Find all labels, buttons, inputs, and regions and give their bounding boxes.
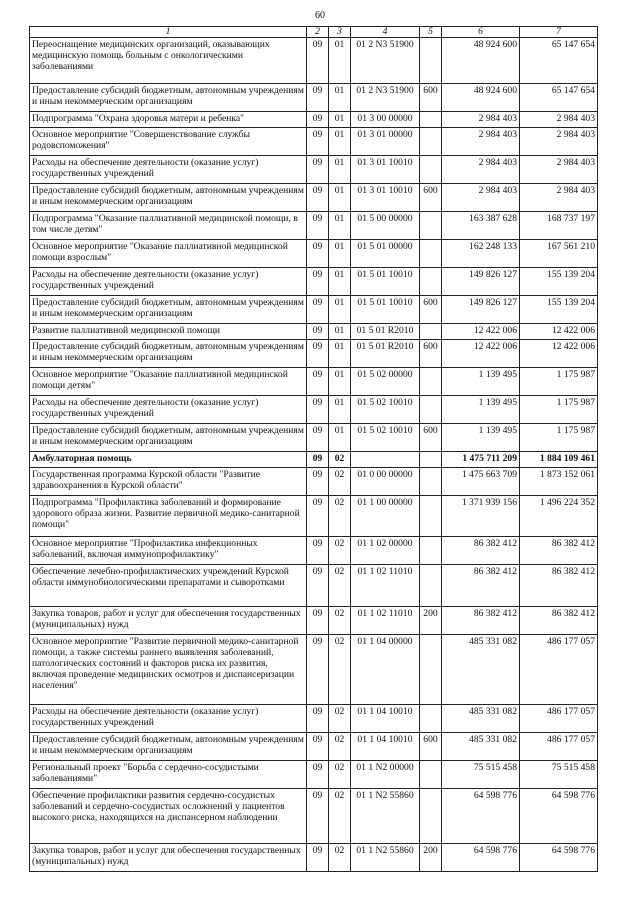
row-amount-2: 486 177 057 [520, 705, 598, 733]
row-subsection: 02 [329, 607, 351, 635]
row-expense-type [420, 268, 442, 296]
row-name: Основное мероприятие "Развитие первичной медико-санитарной помощи, а также системы раннего выявления заболеваний, патологических состояний и факторов риска их развития, включая проведение медицинских осмотров и диспансеризации населения" [30, 635, 307, 705]
row-target-article: 01 1 02 11010 [351, 607, 420, 635]
row-name: Расходы на обеспечение деятельности (оказание услуг) государственных учреждений [30, 268, 307, 296]
row-target-article: 01 5 02 10010 [351, 396, 420, 424]
row-amount-1: 2 984 403 [442, 184, 520, 212]
row-expense-type: 600 [420, 340, 442, 368]
row-amount-1: 2 984 403 [442, 112, 520, 128]
row-name: Основное мероприятие "Совершенствование службы родовспоможения" [30, 128, 307, 156]
row-subsection: 02 [329, 468, 351, 496]
row-subsection: 02 [329, 565, 351, 607]
row-section: 09 [307, 268, 329, 296]
row-expense-type [420, 368, 442, 396]
row-subsection: 01 [329, 84, 351, 112]
row-expense-type [420, 789, 442, 844]
row-amount-1: 86 382 412 [442, 537, 520, 565]
table-row [30, 607, 598, 635]
row-name: Переоснащение медицинских организаций, оказывающих медицинскую помощь больным с онкологическими заболеваниями [30, 38, 307, 84]
table-row [30, 156, 598, 184]
row-section: 09 [307, 128, 329, 156]
row-name: Подпрограмма "Профилактика заболеваний и формирование здорового образа жизни. Развитие первичной медико-санитарной помощи" [30, 496, 307, 537]
row-amount-2: 65 147 654 [520, 84, 598, 112]
row-section: 09 [307, 496, 329, 537]
row-target-article: 01 5 02 10010 [351, 424, 420, 452]
row-subsection: 01 [329, 340, 351, 368]
row-amount-1: 1 475 663 709 [442, 468, 520, 496]
row-amount-2: 2 984 403 [520, 156, 598, 184]
row-subsection: 01 [329, 240, 351, 268]
row-section: 09 [307, 733, 329, 761]
row-expense-type [420, 468, 442, 496]
row-target-article: 01 1 N2 55860 [351, 844, 420, 872]
row-amount-2: 64 598 776 [520, 789, 598, 844]
row-target-article: 01 1 04 00000 [351, 635, 420, 705]
page-number: 60 [315, 10, 325, 21]
row-expense-type [420, 705, 442, 733]
column-number-row [30, 27, 598, 38]
table-row [30, 565, 598, 607]
row-target-article: 01 5 02 00000 [351, 368, 420, 396]
row-section: 09 [307, 156, 329, 184]
table-row [30, 396, 598, 424]
row-target-article: 01 0 00 00000 [351, 468, 420, 496]
row-target-article: 01 5 01 R2010 [351, 324, 420, 340]
row-amount-2: 86 382 412 [520, 537, 598, 565]
row-amount-1: 2 984 403 [442, 128, 520, 156]
row-expense-type [420, 396, 442, 424]
row-section: 09 [307, 212, 329, 240]
row-subsection: 01 [329, 268, 351, 296]
row-name: Предоставление субсидий бюджетным, автономным учреждениям и иным некоммерческим организациям [30, 296, 307, 324]
row-target-article [351, 452, 420, 468]
row-expense-type [420, 212, 442, 240]
row-subsection: 01 [329, 184, 351, 212]
budget-table [29, 26, 598, 872]
table-row [30, 468, 598, 496]
row-subsection: 01 [329, 296, 351, 324]
row-subsection: 02 [329, 537, 351, 565]
row-amount-2: 75 515 458 [520, 761, 598, 789]
row-target-article: 01 2 N3 51900 [351, 38, 420, 84]
row-name: Обеспечение профилактики развития сердечно-сосудистых заболеваний и сердечно-сосудистых осложнений у пациентов высокого риска, находящихся на диспансерном наблюдении [30, 789, 307, 844]
row-section: 09 [307, 240, 329, 268]
table-row [30, 844, 598, 872]
row-target-article: 01 2 N3 51900 [351, 84, 420, 112]
row-section: 09 [307, 761, 329, 789]
row-target-article: 01 3 00 00000 [351, 112, 420, 128]
row-expense-type [420, 537, 442, 565]
row-subsection: 01 [329, 38, 351, 84]
row-amount-2: 486 177 057 [520, 635, 598, 705]
row-expense-type [420, 452, 442, 468]
row-section: 09 [307, 565, 329, 607]
row-expense-type [420, 156, 442, 184]
row-name: Государственная программа Курской области "Развитие здравоохранения в Курской области" [30, 468, 307, 496]
row-section: 09 [307, 184, 329, 212]
row-name: Основное мероприятие "Оказание паллиативной медицинской помощи детям" [30, 368, 307, 396]
row-target-article: 01 1 04 10010 [351, 733, 420, 761]
row-name: Закупка товаров, работ и услуг для обеспечения государственных (муниципальных) нужд [30, 844, 307, 872]
row-amount-1: 1 371 939 156 [442, 496, 520, 537]
row-expense-type: 600 [420, 424, 442, 452]
row-section: 09 [307, 607, 329, 635]
row-name: Предоставление субсидий бюджетным, автономным учреждениям и иным некоммерческим организациям [30, 184, 307, 212]
row-amount-2: 1 496 224 352 [520, 496, 598, 537]
row-amount-1: 485 331 082 [442, 705, 520, 733]
row-target-article: 01 5 01 00000 [351, 240, 420, 268]
row-subsection: 01 [329, 156, 351, 184]
row-amount-1: 1 139 495 [442, 424, 520, 452]
row-expense-type [420, 324, 442, 340]
row-amount-2: 86 382 412 [520, 607, 598, 635]
table-row [30, 635, 598, 705]
row-subsection: 02 [329, 789, 351, 844]
row-amount-2: 1 884 109 461 [520, 452, 598, 468]
row-target-article: 01 1 04 10010 [351, 705, 420, 733]
row-expense-type [420, 565, 442, 607]
row-section: 09 [307, 368, 329, 396]
row-name: Региональный проект "Борьба с сердечно-сосудистыми заболеваниями" [30, 761, 307, 789]
col-header-amount-1: 6 [442, 27, 520, 38]
row-amount-1: 149 826 127 [442, 296, 520, 324]
row-amount-1: 12 422 006 [442, 340, 520, 368]
row-amount-2: 12 422 006 [520, 340, 598, 368]
row-target-article: 01 5 00 00000 [351, 212, 420, 240]
row-target-article: 01 3 01 00000 [351, 128, 420, 156]
row-target-article: 01 1 N2 55860 [351, 789, 420, 844]
row-amount-1: 149 826 127 [442, 268, 520, 296]
row-name: Предоставление субсидий бюджетным, автономным учреждениям и иным некоммерческим организациям [30, 84, 307, 112]
row-expense-type [420, 112, 442, 128]
row-amount-2: 2 984 403 [520, 112, 598, 128]
row-amount-2: 12 422 006 [520, 324, 598, 340]
table-row [30, 340, 598, 368]
row-section: 09 [307, 38, 329, 84]
row-subsection: 02 [329, 844, 351, 872]
table-row [30, 84, 598, 112]
table-row [30, 537, 598, 565]
row-target-article: 01 1 02 11010 [351, 565, 420, 607]
row-subsection: 02 [329, 761, 351, 789]
table-row [30, 268, 598, 296]
col-header-section: 2 [307, 27, 329, 38]
row-amount-2: 1 175 987 [520, 368, 598, 396]
row-subsection: 02 [329, 705, 351, 733]
row-amount-1: 86 382 412 [442, 565, 520, 607]
row-amount-2: 155 139 204 [520, 268, 598, 296]
row-section: 09 [307, 324, 329, 340]
row-name: Расходы на обеспечение деятельности (оказание услуг) государственных учреждений [30, 396, 307, 424]
table-row [30, 452, 598, 468]
row-expense-type: 600 [420, 84, 442, 112]
row-name: Расходы на обеспечение деятельности (оказание услуг) государственных учреждений [30, 705, 307, 733]
table-row [30, 761, 598, 789]
row-subsection: 02 [329, 496, 351, 537]
row-section: 09 [307, 635, 329, 705]
col-header-target-article: 4 [351, 27, 420, 38]
row-section: 09 [307, 340, 329, 368]
row-amount-2: 155 139 204 [520, 296, 598, 324]
row-amount-1: 86 382 412 [442, 607, 520, 635]
row-expense-type: 600 [420, 733, 442, 761]
row-subsection: 01 [329, 112, 351, 128]
row-target-article: 01 5 01 10010 [351, 268, 420, 296]
row-amount-2: 167 561 210 [520, 240, 598, 268]
row-expense-type: 200 [420, 607, 442, 635]
row-expense-type: 600 [420, 184, 442, 212]
row-expense-type [420, 635, 442, 705]
row-subsection: 01 [329, 424, 351, 452]
row-subsection: 01 [329, 324, 351, 340]
table-row [30, 184, 598, 212]
row-target-article: 01 1 02 00000 [351, 537, 420, 565]
row-amount-2: 168 737 197 [520, 212, 598, 240]
table-row [30, 128, 598, 156]
row-section: 09 [307, 112, 329, 128]
row-amount-2: 1 175 987 [520, 396, 598, 424]
table-row [30, 705, 598, 733]
row-amount-1: 48 924 600 [442, 38, 520, 84]
row-section: 09 [307, 396, 329, 424]
row-subsection: 01 [329, 212, 351, 240]
row-section: 09 [307, 705, 329, 733]
table-row [30, 112, 598, 128]
row-target-article: 01 3 01 10010 [351, 184, 420, 212]
table-row [30, 38, 598, 84]
table-row [30, 424, 598, 452]
row-amount-1: 12 422 006 [442, 324, 520, 340]
row-subsection: 02 [329, 452, 351, 468]
row-name: Обеспечение лечебно-профилактических учреждений Курской области иммунобиологическими препаратами и сыворотками [30, 565, 307, 607]
row-expense-type: 200 [420, 844, 442, 872]
row-section: 09 [307, 789, 329, 844]
row-amount-1: 48 924 600 [442, 84, 520, 112]
row-expense-type [420, 128, 442, 156]
row-name: Основное мероприятие "Оказание паллиативной медицинской помощи взрослым" [30, 240, 307, 268]
row-name: Амбулаторная помощь [30, 452, 307, 468]
row-amount-1: 485 331 082 [442, 733, 520, 761]
col-header-name: 1 [30, 27, 307, 38]
table-row [30, 212, 598, 240]
row-amount-1: 1 475 711 209 [442, 452, 520, 468]
row-expense-type [420, 38, 442, 84]
row-amount-2: 2 984 403 [520, 128, 598, 156]
row-section: 09 [307, 452, 329, 468]
row-amount-1: 75 515 458 [442, 761, 520, 789]
row-expense-type [420, 496, 442, 537]
row-amount-1: 485 331 082 [442, 635, 520, 705]
row-target-article: 01 1 00 00000 [351, 496, 420, 537]
row-amount-2: 486 177 057 [520, 733, 598, 761]
row-amount-1: 162 248 133 [442, 240, 520, 268]
row-name: Подпрограмма "Охрана здоровья матери и ребенка" [30, 112, 307, 128]
row-name: Закупка товаров, работ и услуг для обеспечения государственных (муниципальных) нужд [30, 607, 307, 635]
row-target-article: 01 5 01 10010 [351, 296, 420, 324]
col-header-expense-type: 5 [420, 27, 442, 38]
row-amount-2: 64 598 776 [520, 844, 598, 872]
row-target-article: 01 3 01 10010 [351, 156, 420, 184]
row-amount-1: 1 139 495 [442, 368, 520, 396]
col-header-amount-2: 7 [520, 27, 598, 38]
col-header-subsection: 3 [329, 27, 351, 38]
table-row [30, 789, 598, 844]
row-amount-2: 1 873 152 061 [520, 468, 598, 496]
row-subsection: 01 [329, 368, 351, 396]
row-section: 09 [307, 84, 329, 112]
row-expense-type [420, 761, 442, 789]
row-expense-type: 600 [420, 296, 442, 324]
row-name: Подпрограмма "Оказание паллиативной медицинской помощи, в том числе детям" [30, 212, 307, 240]
row-name: Предоставление субсидий бюджетным, автономным учреждениям и иным некоммерческим организациям [30, 340, 307, 368]
row-name: Предоставление субсидий бюджетным, автономным учреждениям и иным некоммерческим организациям [30, 424, 307, 452]
table-row [30, 496, 598, 537]
row-amount-2: 2 984 403 [520, 184, 598, 212]
table-row [30, 324, 598, 340]
row-expense-type [420, 240, 442, 268]
row-section: 09 [307, 844, 329, 872]
row-subsection: 02 [329, 635, 351, 705]
row-name: Расходы на обеспечение деятельности (оказание услуг) государственных учреждений [30, 156, 307, 184]
row-amount-1: 163 387 628 [442, 212, 520, 240]
row-name: Основное мероприятие "Профилактика инфекционных заболеваний, включая иммунопрофилактику" [30, 537, 307, 565]
row-amount-2: 65 147 654 [520, 38, 598, 84]
row-subsection: 01 [329, 128, 351, 156]
row-subsection: 02 [329, 733, 351, 761]
row-section: 09 [307, 296, 329, 324]
row-amount-1: 1 139 495 [442, 396, 520, 424]
row-target-article: 01 5 01 R2010 [351, 340, 420, 368]
row-amount-1: 64 598 776 [442, 844, 520, 872]
row-name: Предоставление субсидий бюджетным, автономным учреждениям и иным некоммерческим организациям [30, 733, 307, 761]
row-section: 09 [307, 537, 329, 565]
row-section: 09 [307, 424, 329, 452]
row-section: 09 [307, 468, 329, 496]
row-amount-2: 1 175 987 [520, 424, 598, 452]
row-target-article: 01 1 N2 00000 [351, 761, 420, 789]
row-name: Развитие паллиативной медицинской помощи [30, 324, 307, 340]
row-subsection: 01 [329, 396, 351, 424]
table-row [30, 368, 598, 396]
row-amount-2: 86 382 412 [520, 565, 598, 607]
row-amount-1: 64 598 776 [442, 789, 520, 844]
table-row [30, 733, 598, 761]
table-row [30, 240, 598, 268]
row-amount-1: 2 984 403 [442, 156, 520, 184]
table-row [30, 296, 598, 324]
